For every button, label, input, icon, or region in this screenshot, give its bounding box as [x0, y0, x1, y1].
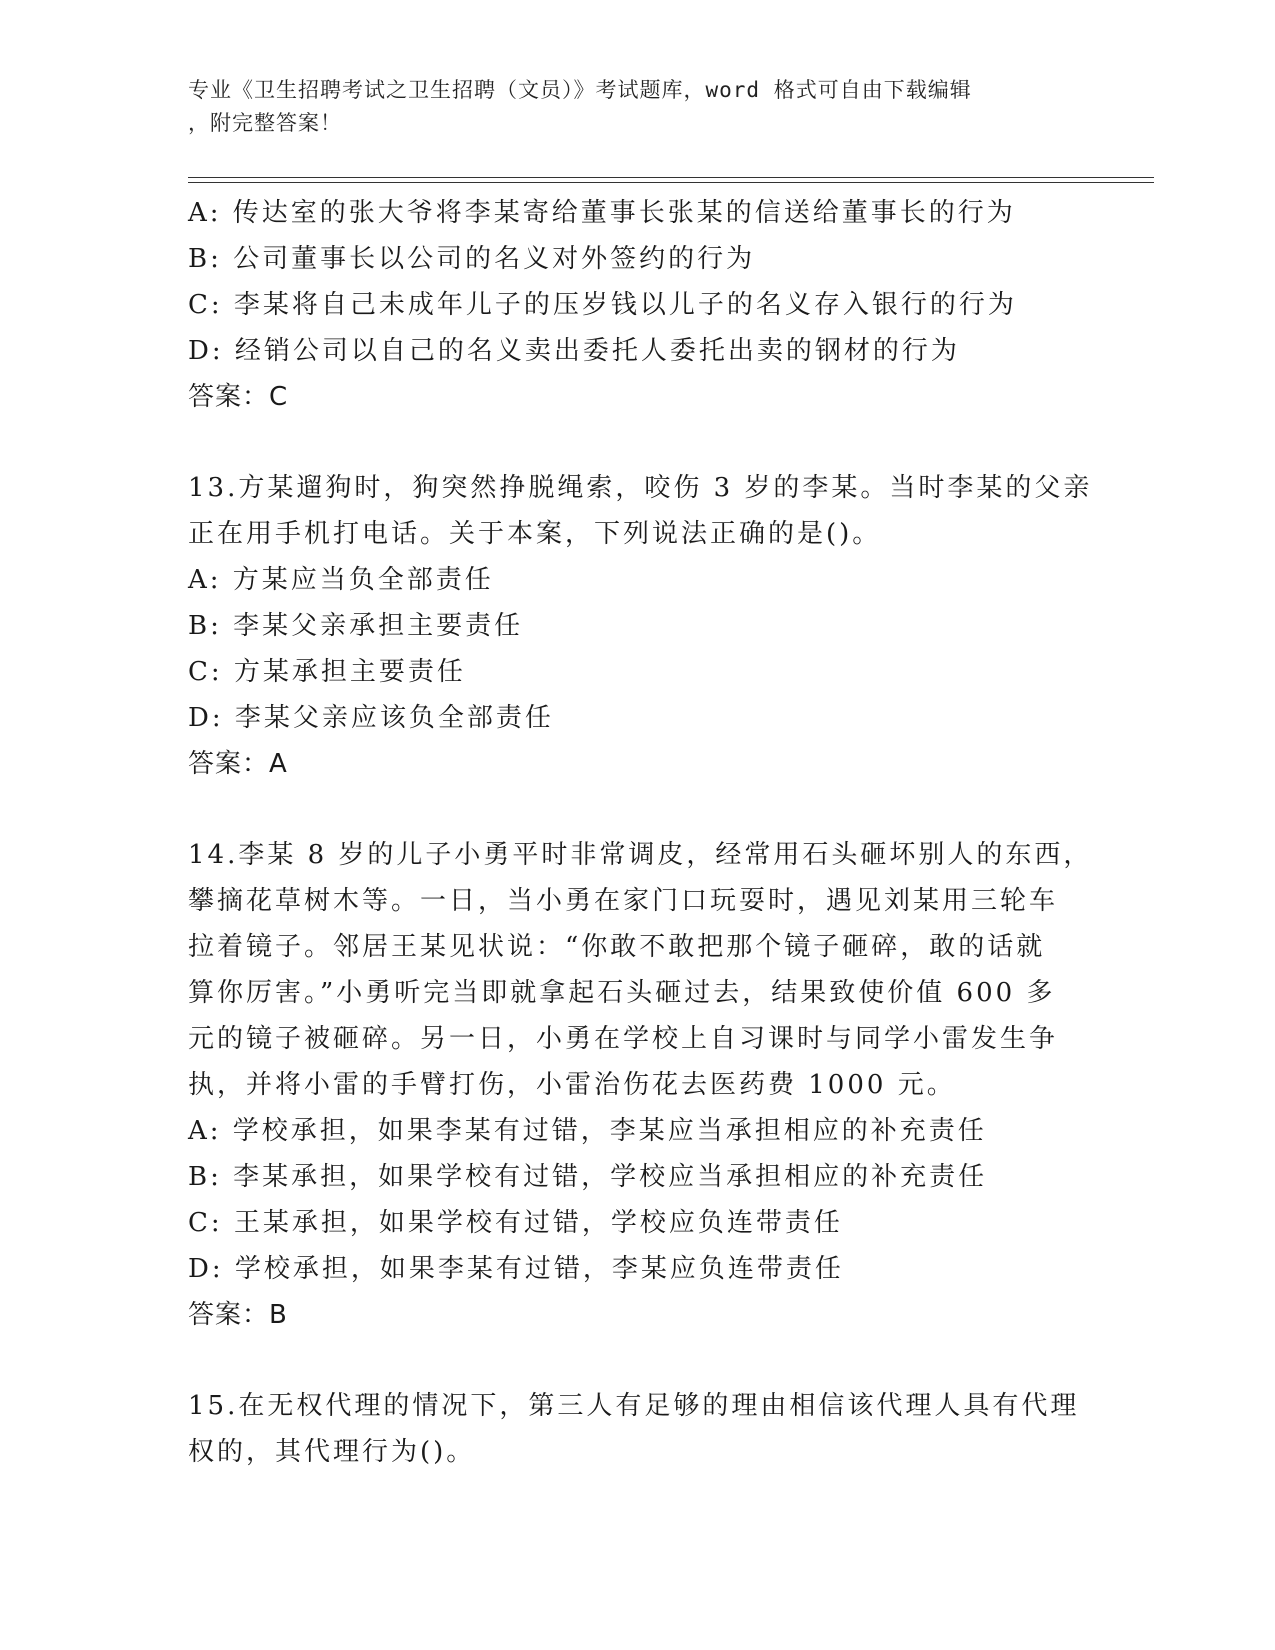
option-a: A: 传达室的张大爷将李某寄给董事长张某的信送给董事长的行为 — [188, 198, 1016, 228]
question-stem: 攀摘花草树木等。一日，当小勇在家门口玩耍时，遇见刘某用三轮车 — [188, 886, 1059, 916]
header-line-1: 专业《卫生招聘考试之卫生招聘（文员）》考试题库，word 格式可自由下载编辑 — [188, 78, 972, 102]
option-b: B: 李某父亲承担主要责任 — [188, 611, 524, 641]
question-stem: 14.李某 8 岁的儿子小勇平时非常调皮，经常用石头砸坏别人的东西， — [188, 840, 1093, 870]
spacer — [188, 1338, 1088, 1383]
question-stem: 权的，其代理行为()。 — [188, 1437, 476, 1467]
question-stem: 15.在无权代理的情况下，第三人有足够的理由相信该代理人具有代理 — [188, 1391, 1080, 1421]
spacer — [188, 420, 1088, 465]
answer: 答案：C — [188, 382, 289, 412]
option-c: C: 王某承担，如果学校有过错，学校应负连带责任 — [188, 1208, 843, 1238]
question-stem: 执，并将小雷的手臂打伤，小雷治伤花去医药费 1000 元。 — [188, 1070, 956, 1100]
question-stem: 13.方某遛狗时，狗突然挣脱绳索，咬伤 3 岁的李某。当时李某的父亲 — [188, 473, 1093, 503]
option-c: C: 方某承担主要责任 — [188, 657, 466, 687]
option-b: B: 李某承担，如果学校有过错，学校应当承担相应的补充责任 — [188, 1162, 988, 1192]
header-rule-bottom — [188, 182, 1154, 183]
option-d: D: 李某父亲应该负全部责任 — [188, 703, 554, 733]
answer: 答案：A — [188, 749, 288, 779]
spacer — [188, 787, 1088, 832]
option-d: D: 学校承担，如果李某有过错，李某应负连带责任 — [188, 1254, 844, 1284]
option-a: A: 方某应当负全部责任 — [188, 565, 494, 595]
option-b: B: 公司董事长以公司的名义对外签约的行为 — [188, 244, 756, 274]
question-stem: 算你厉害。”小勇听完当即就拿起石头砸过去，结果致使价值 600 多 — [188, 978, 1056, 1008]
question-stem: 元的镜子被砸碎。另一日，小勇在学校上自习课时与同学小雷发生争 — [188, 1024, 1059, 1054]
option-a: A: 学校承担，如果李某有过错，李某应当承担相应的补充责任 — [188, 1116, 987, 1146]
question-12 — [188, 190, 1088, 420]
question-15 — [188, 1383, 1088, 1475]
question-13 — [188, 465, 1093, 787]
question-stem: 正在用手机打电话。关于本案，下列说法正确的是()。 — [188, 519, 882, 549]
document-header — [188, 74, 1068, 140]
option-d: D: 经销公司以自己的名义卖出委托人委托出卖的钢材的行为 — [188, 336, 960, 366]
header-line-2: ，附完整答案！ — [188, 111, 342, 135]
question-stem: 拉着镜子。邻居王某见状说：“你敢不敢把那个镜子砸碎，敢的话就 — [188, 932, 1046, 962]
question-content — [188, 190, 1093, 1475]
header-rule-top — [188, 177, 1154, 178]
answer: 答案：B — [188, 1300, 288, 1330]
option-c: C: 李某将自己未成年儿子的压岁钱以儿子的名义存入银行的行为 — [188, 290, 1017, 320]
question-14 — [188, 832, 1093, 1338]
